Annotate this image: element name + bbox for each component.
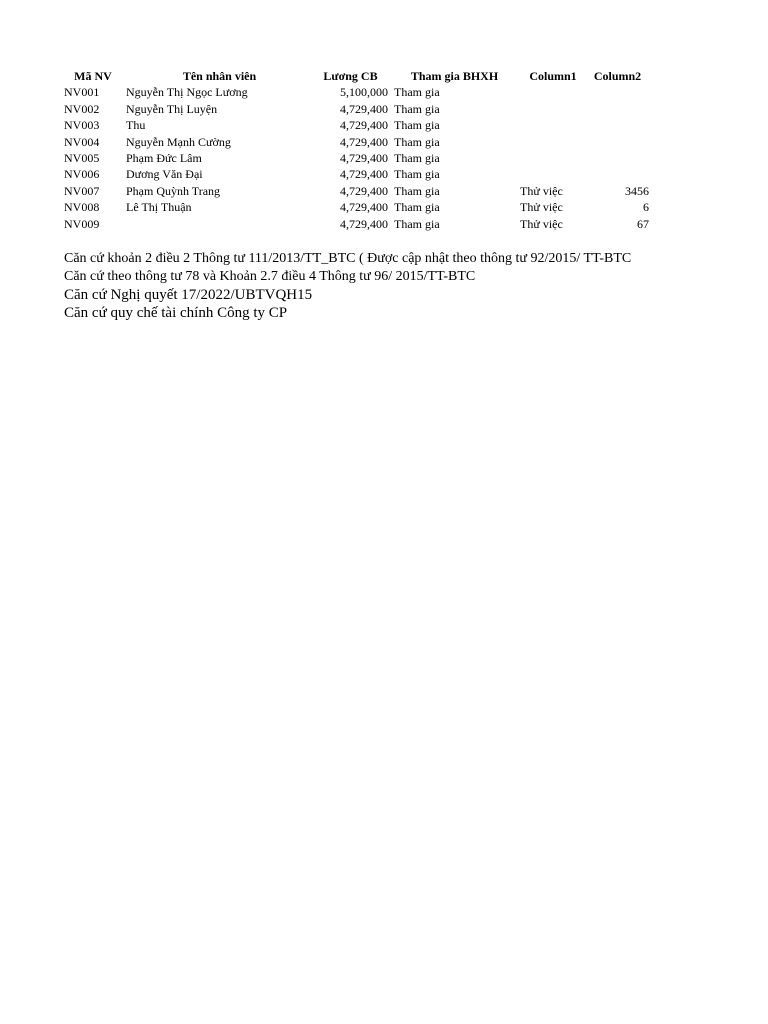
cell-column2 bbox=[586, 150, 649, 166]
cell-insurance: Tham gia bbox=[394, 200, 440, 215]
employee-table bbox=[60, 68, 649, 232]
cell-insurance: Tham gia bbox=[394, 216, 440, 231]
cell-column1 bbox=[515, 134, 586, 150]
note-line: Căn cứ theo thông tư 78 và Khoản 2.7 điều 4 Thông tư 96/ 2015/TT-BTC bbox=[64, 269, 476, 284]
legal-basis-notes bbox=[64, 250, 631, 322]
table-row bbox=[60, 117, 649, 133]
cell-insurance: Tham gia bbox=[394, 85, 440, 100]
column-header: Lương CB bbox=[323, 69, 378, 83]
cell-base-salary: 4,729,400 bbox=[340, 200, 388, 215]
column-header: Tham gia BHXH bbox=[410, 69, 499, 83]
table-row bbox=[60, 101, 649, 117]
cell-column2 bbox=[586, 101, 649, 117]
table-row bbox=[60, 199, 649, 215]
cell-column2 bbox=[586, 134, 649, 150]
cell-column1 bbox=[515, 84, 586, 100]
column-header: Column2 bbox=[593, 69, 642, 83]
cell-insurance: Tham gia bbox=[394, 118, 440, 133]
cell-employee-id: NV009 bbox=[64, 216, 100, 231]
cell-base-salary: 5,100,000 bbox=[340, 85, 388, 100]
cell-column2: 67 bbox=[637, 216, 649, 231]
column-header: Column1 bbox=[529, 69, 577, 83]
cell-employee-id: NV005 bbox=[64, 151, 100, 166]
note-line: Căn cứ quy chế tài chính Công ty CP bbox=[64, 305, 288, 321]
cell-employee-name bbox=[126, 216, 313, 232]
cell-employee-id: NV001 bbox=[64, 85, 100, 100]
cell-employee-name: Nguyễn Mạnh Cường bbox=[126, 134, 231, 149]
cell-employee-name: Phạm Đức Lâm bbox=[126, 151, 202, 166]
cell-column2: 6 bbox=[643, 200, 649, 215]
cell-employee-name: Thu bbox=[126, 118, 146, 133]
cell-base-salary: 4,729,400 bbox=[340, 118, 388, 133]
cell-employee-name: Nguyễn Thị Luyện bbox=[126, 101, 218, 116]
cell-employee-id: NV006 bbox=[64, 167, 100, 182]
cell-insurance: Tham gia bbox=[394, 183, 440, 198]
cell-employee-id: NV007 bbox=[64, 183, 100, 198]
note-line: Căn cứ Nghị quyết 17/2022/UBTVQH15 bbox=[64, 287, 313, 303]
cell-column2 bbox=[586, 84, 649, 100]
cell-employee-id: NV008 bbox=[64, 200, 100, 215]
table-row bbox=[60, 216, 649, 232]
cell-column1 bbox=[515, 166, 586, 182]
table-row bbox=[60, 150, 649, 166]
cell-employee-name: Phạm Quỳnh Trang bbox=[126, 183, 221, 198]
cell-employee-name: Dương Văn Đại bbox=[126, 167, 203, 182]
cell-employee-id: NV004 bbox=[64, 134, 100, 149]
table-row bbox=[60, 183, 649, 199]
table-row bbox=[60, 134, 649, 150]
cell-column1 bbox=[515, 117, 586, 133]
table-row bbox=[60, 166, 649, 182]
cell-column2 bbox=[586, 117, 649, 133]
cell-base-salary: 4,729,400 bbox=[340, 151, 388, 166]
cell-column1 bbox=[515, 101, 586, 117]
cell-employee-name: Lê Thị Thuận bbox=[126, 200, 192, 215]
cell-column1 bbox=[515, 150, 586, 166]
cell-column1: Thử việc bbox=[520, 200, 563, 215]
note-line: Căn cứ khoản 2 điều 2 Thông tư 111/2013/TT_BTC ( Được cập nhật theo thông tư 92/2015/ TT-BTC bbox=[64, 251, 632, 266]
cell-column1: Thử việc bbox=[520, 183, 563, 198]
cell-employee-id: NV003 bbox=[64, 118, 100, 133]
cell-base-salary: 4,729,400 bbox=[340, 134, 388, 149]
cell-insurance: Tham gia bbox=[394, 134, 440, 149]
cell-employee-name: Nguyễn Thị Ngọc Lương bbox=[126, 85, 248, 100]
cell-base-salary: 4,729,400 bbox=[340, 167, 388, 182]
cell-insurance: Tham gia bbox=[394, 151, 440, 166]
table-header-row bbox=[60, 68, 649, 84]
cell-base-salary: 4,729,400 bbox=[340, 101, 388, 116]
cell-insurance: Tham gia bbox=[394, 101, 440, 116]
cell-base-salary: 4,729,400 bbox=[340, 216, 388, 231]
cell-column2 bbox=[586, 166, 649, 182]
cell-column1: Thử việc bbox=[520, 216, 563, 231]
cell-column2: 3456 bbox=[625, 183, 649, 198]
column-header: Mã NV bbox=[74, 69, 112, 83]
cell-employee-id: NV002 bbox=[64, 101, 100, 116]
column-header: Tên nhân viên bbox=[182, 69, 257, 83]
table-row bbox=[60, 84, 649, 100]
cell-base-salary: 4,729,400 bbox=[340, 183, 388, 198]
cell-insurance: Tham gia bbox=[394, 167, 440, 182]
